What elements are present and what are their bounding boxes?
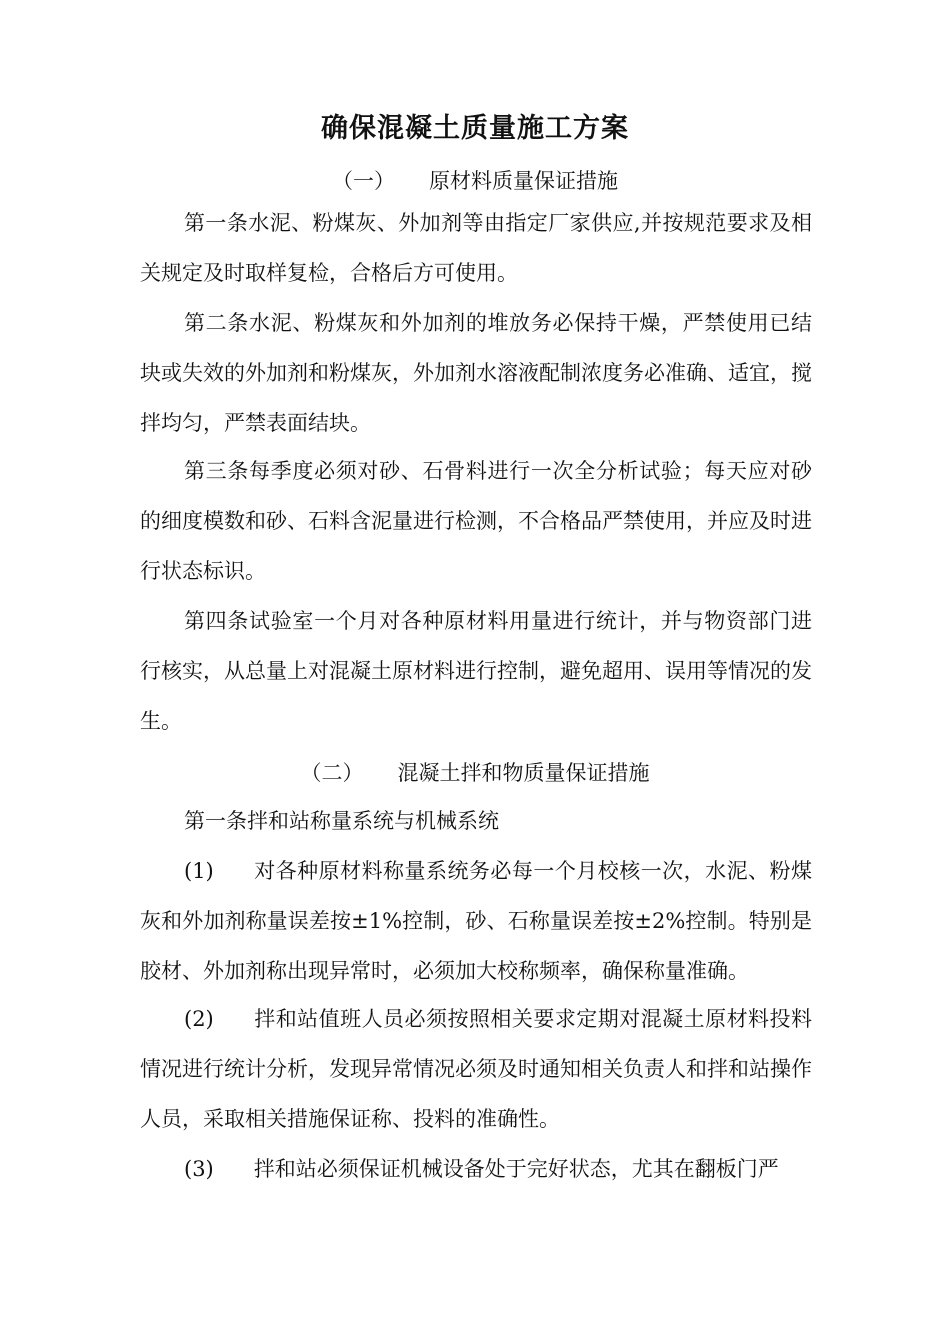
section-number-1: （一） — [332, 169, 395, 193]
section-title-1: 原材料质量保证措施 — [429, 169, 618, 193]
list-item-2 — [140, 994, 812, 1144]
section-title-2: 混凝土拌和物质量保证措施 — [397, 761, 650, 785]
section-number-2: （二） — [300, 761, 364, 785]
paragraph-intro: 第一条拌和站称量系统与机械系统 — [184, 809, 499, 833]
list-item-1 — [140, 846, 812, 996]
list-item-3 — [140, 1144, 812, 1194]
list-item-text: 拌和站必须保证机械设备处于完好状态，尤其在翻板门严 — [253, 1157, 779, 1181]
list-item-number: (2) — [184, 1007, 214, 1031]
paragraph-1: 第一条水泥、粉煤灰、外加剂等由指定厂家供应,并按规范要求及相关规定及时取样复检，合格后方可使用。 — [140, 211, 812, 285]
list-item-number: (3) — [184, 1157, 214, 1181]
document-title: 确保混凝土质量施工方案 — [321, 113, 629, 144]
list-item-text: 拌和站值班人员必须按照相关要求定期对混凝土原材料投料情况进行统计分析，发现异常情况必须及时通知相关负责人和拌和站操作人员，采取相关措施保证称、投料的准确性。 — [140, 1007, 812, 1131]
paragraph-4: 第四条试验室一个月对各种原材料用量进行统计，并与物资部门进行核实，从总量上对混凝土原材料进行控制，避免超用、误用等情况的发生。 — [140, 609, 812, 733]
section-heading-2 — [0, 758, 950, 788]
section-heading-1 — [0, 166, 950, 196]
paragraph-2: 第二条水泥、粉煤灰和外加剂的堆放务必保持干燥，严禁使用已结块或失效的外加剂和粉煤灰，外加剂水溶液配制浓度务必准确、适宜，搅拌均匀，严禁表面结块。 — [140, 311, 812, 435]
paragraph-3: 第三条每季度必须对砂、石骨料进行一次全分析试验；每天应对砂的细度模数和砂、石料含泥量进行检测，不合格品严禁使用，并应及时进行状态标识。 — [140, 459, 812, 583]
list-item-text: 对各种原材料称量系统务必每一个月校核一次，水泥、粉煤灰和外加剂称量误差按±1%控制，砂、石称量误差按±2%控制。特别是胶材、外加剂称出现异常时，必须加大校称频率，确保称量准确。 — [140, 859, 812, 983]
list-item-number: (1) — [184, 859, 214, 883]
